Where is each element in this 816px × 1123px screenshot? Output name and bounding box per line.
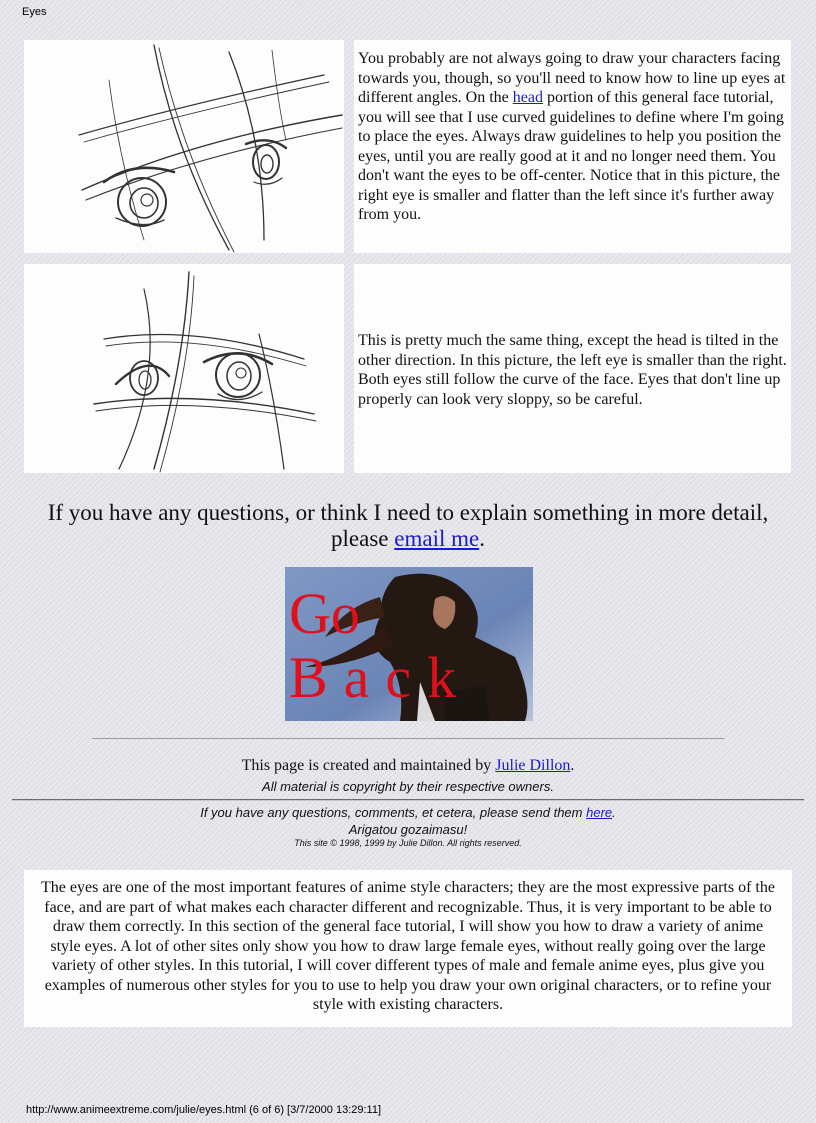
go-back-word-1: Go [289, 581, 360, 646]
divider-line-2 [12, 799, 804, 801]
page-header-title: Eyes [22, 6, 47, 18]
thanks-line: Arigatou gozaimasu! [348, 822, 468, 837]
question-end: . [479, 526, 485, 551]
go-back-image [285, 567, 533, 721]
text-panel-2 [354, 264, 791, 473]
intro-panel [24, 870, 792, 1027]
created-by-end: . [570, 757, 575, 774]
eyes-angle-sketch-2 [24, 264, 344, 473]
page-footer-url: http://www.animeextreme.com/julie/eyes.html (6 of 6) [3/7/2000 13:29:11] [26, 1104, 382, 1116]
sketch-drawing-1 [24, 40, 344, 253]
contact-line [0, 805, 816, 820]
paragraph-text-start: You probably are not always going to draw your characters facing towards you, though, so you'll need to know how to line up eyes at different angles. On the [358, 50, 786, 106]
material-copyright: All material is copyright by their respective owners. [262, 779, 554, 794]
here-link[interactable]: here [586, 805, 613, 820]
paragraph-text-end: portion of this general face tutorial, you will see that I use curved guidelines to define where I'm going to place the eyes. Always draw guidelines to help you position the eyes, until you are really good at it and no longer need them. You don't want the eyes to be off-center. Notice that in this picture, the right eye is smaller and flatter than the left since it's further away from you. [358, 89, 784, 223]
contact-end: . [612, 805, 616, 820]
angle-eyes-paragraph [358, 49, 788, 225]
go-back-word-2: Back [289, 645, 473, 710]
julie-dillon-link[interactable]: Julie Dillon [495, 757, 571, 774]
head-link[interactable]: head [512, 89, 543, 106]
eyes-angle-sketch-1 [24, 40, 344, 253]
site-copyright: This site © 1998, 1999 by Julie Dillon. All rights reserved. [294, 838, 522, 848]
created-by-text: This page is created and maintained by [241, 757, 496, 774]
sketch-drawing-2 [24, 264, 344, 473]
email-me-link[interactable]: email me [394, 526, 480, 551]
created-by-line [0, 757, 816, 775]
contact-text: If you have any questions, comments, et cetera, please send them [200, 805, 587, 820]
question-sentence [20, 500, 796, 552]
text-panel-1 [354, 40, 791, 253]
tilted-head-paragraph: This is pretty much the same thing, except the head is tilted in the other direction. In this picture, the left eye is smaller than the right. Both eyes still follow the curve of the face. Eyes that don't line up properly can look very sloppy, so be careful. [358, 332, 787, 408]
question-text: If you have any questions, or think I need to explain something in more detail, please [47, 500, 769, 551]
divider-line-1 [92, 738, 724, 739]
intro-paragraph: The eyes are one of the most important features of anime style characters; they are the most expressive parts of the face, and are part of what makes each character different and recognizable. Thus, it is very important to be able to draw them correctly. In this section of the general face tutorial, I will show you how to draw a variety of anime style eyes. A lot of other sites only show you how to draw large female eyes, without really going over the large variety of other styles. In this tutorial, I will cover different types of male and female anime eyes, plus give you examples of numerous other styles for you to use to help you draw your own original characters, or to refine your style with existing characters. [41, 879, 775, 1013]
go-back-button[interactable] [285, 567, 533, 721]
